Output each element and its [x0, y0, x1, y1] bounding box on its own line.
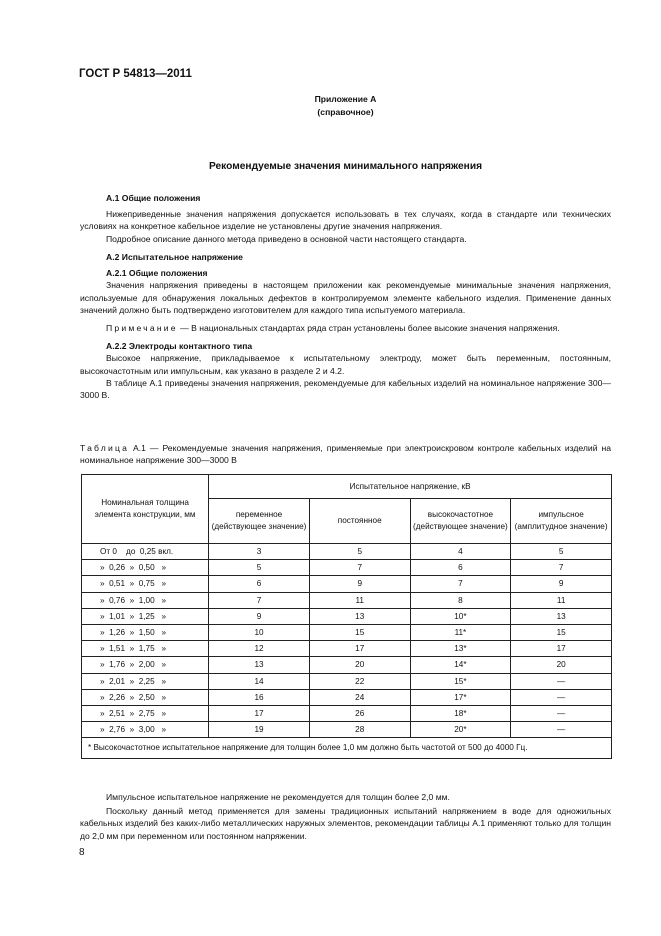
header-pulse: импульсное (амплитудное значение)	[511, 499, 612, 544]
table-cell: » 0,76 » 1,00 »	[82, 592, 209, 608]
header-dc: постоянное	[309, 499, 410, 544]
table-cell: 7	[410, 576, 511, 592]
a21-heading: А.2.1 Общие положения	[106, 268, 208, 279]
table-row	[82, 657, 612, 673]
table-cell: 13*	[410, 641, 511, 657]
appendix-subtitle: (справочное)	[317, 107, 374, 117]
table-footnote: * Высокочастотное испытательное напряжение для толщин более 1,0 мм должно быть частотой от 500 до 4000 Гц.	[82, 738, 612, 759]
table-cell: 10*	[410, 608, 511, 624]
table-cell: 7	[309, 560, 410, 576]
a21-paragraph: Значения напряжения приведены в настоящем приложении как рекомендуемые минимальные значения напряжения, используемые для обнаружения локальных дефектов в контролируемом элементе кабельного изделия. Применение данных значений должно быть подтверждено изготовителем для каждого типа испытуемого материала.	[80, 280, 611, 315]
table-cell: —	[511, 673, 612, 689]
table-cell: » 2,76 » 3,00 »	[82, 722, 209, 738]
main-title: Рекомендуемые значения минимального напряжения	[208, 161, 483, 172]
table-row	[82, 722, 612, 738]
table-cell: 15	[511, 624, 612, 640]
page-number: 8	[79, 847, 85, 858]
table-cell: 13	[309, 608, 410, 624]
table-cell: 15	[309, 624, 410, 640]
table-cell: 16	[209, 689, 310, 705]
table-caption	[80, 442, 611, 466]
table-cell: » 2,51 » 2,75 »	[82, 705, 209, 721]
table-cell: 24	[309, 689, 410, 705]
a22-paragraph-2: В таблице А.1 приведены значения напряжения, рекомендуемые для кабельных изделий на номинальное напряжение 300—3000 В.	[80, 377, 611, 401]
table-row	[82, 689, 612, 705]
a1-heading: А.1 Общие положения	[106, 193, 201, 203]
table-row	[82, 576, 612, 592]
a1-paragraph-2: Подробное описание данного метода приведено в основной части настоящего стандарта.	[106, 233, 467, 244]
table-cell: —	[511, 705, 612, 721]
table-cell: 18*	[410, 705, 511, 721]
table-row	[82, 560, 612, 576]
table-cell: 15*	[410, 673, 511, 689]
section-a2	[80, 251, 611, 401]
table-cell: 4	[410, 544, 511, 560]
header-hf: высокочастотное (действующее значение)	[410, 499, 511, 544]
header-thickness: Номинальная толщина элемента конструкции, мм	[82, 475, 209, 544]
voltage-table	[81, 474, 612, 759]
table-cell: 11*	[410, 624, 511, 640]
table-cell: 13	[511, 608, 612, 624]
table-caption-text: А.1 — Рекомендуемые значения напряжения, применяемые при электроискровом контроле кабельных изделий на номинальное напряжение 300—3000 В	[80, 443, 611, 466]
a2-heading: А.2 Испытательное напряжение	[106, 252, 243, 262]
table-cell: » 0,26 » 0,50 »	[82, 560, 209, 576]
table-row	[82, 592, 612, 608]
table-row	[82, 705, 612, 721]
note-text: — В национальных стандартах ряда стран установлены более высокие значения напряжения.	[177, 323, 560, 334]
table-cell: » 2,01 » 2,25 »	[82, 673, 209, 689]
table-cell: 14	[209, 673, 310, 689]
table-cell: 7	[209, 592, 310, 608]
after-paragraph-1: Импульсное испытательное напряжение не рекомендуется для толщин более 2,0 мм.	[106, 792, 450, 802]
appendix-title: Приложение А	[314, 94, 377, 104]
table-cell: 17	[511, 641, 612, 657]
table-cell: 11	[309, 592, 410, 608]
table-cell: 5	[209, 560, 310, 576]
table-cell: —	[511, 722, 612, 738]
table-cell: 6	[209, 576, 310, 592]
table-cell: —	[511, 689, 612, 705]
table-cell: 26	[309, 705, 410, 721]
table-cell: » 1,01 » 1,25 »	[82, 608, 209, 624]
table-cell: » 0,51 » 0,75 »	[82, 576, 209, 592]
table-cell: 12	[209, 641, 310, 657]
table-cell: 7	[511, 560, 612, 576]
table-row	[82, 641, 612, 657]
table-cell: » 1,76 » 2,00 »	[82, 657, 209, 673]
table-cell: 14*	[410, 657, 511, 673]
table-cell: 6	[410, 560, 511, 576]
table-cell: 9	[209, 608, 310, 624]
document-header: ГОСТ Р 54813—2011	[79, 68, 192, 80]
a22-heading: А.2.2 Электроды контактного типа	[106, 341, 253, 352]
table-cell: 10	[209, 624, 310, 640]
table-cell: » 1,51 » 1,75 »	[82, 641, 209, 657]
table-cell: » 1,26 » 1,50 »	[82, 624, 209, 640]
table-cell: » 2,26 » 2,50 »	[82, 689, 209, 705]
table-row	[82, 673, 612, 689]
a1-paragraph-1: Нижеприведенные значения напряжения допускается использовать в тех случаях, когда в стандарте или технических условиях на конкретное кабельное изделие не установлены другие значения напряжения.	[80, 209, 611, 232]
section-a1	[80, 192, 611, 245]
table-cell: 17*	[410, 689, 511, 705]
table-cell: 11	[511, 592, 612, 608]
table-cell: 9	[511, 576, 612, 592]
table-row	[82, 608, 612, 624]
after-table	[80, 791, 611, 842]
table-cell: 5	[309, 544, 410, 560]
note-label: Примечание	[106, 323, 178, 334]
header-voltage-group: Испытательное напряжение, кВ	[209, 475, 612, 499]
table-cell: 17	[309, 641, 410, 657]
table-cell: 17	[209, 705, 310, 721]
table-cell: 22	[309, 673, 410, 689]
table-cell: От 0 до 0,25 вкл.	[82, 544, 209, 560]
header-ac: переменное (действующее значение)	[209, 499, 310, 544]
table-caption-label: Таблица	[80, 443, 130, 453]
table-cell: 20	[511, 657, 612, 673]
note	[80, 322, 611, 334]
table-cell: 3	[209, 544, 310, 560]
table-cell: 19	[209, 722, 310, 738]
table-row	[82, 624, 612, 640]
table-cell: 8	[410, 592, 511, 608]
table-row	[82, 544, 612, 560]
table-cell: 13	[209, 657, 310, 673]
a22-paragraph-1: Высокое напряжение, прикладываемое к испытательному электроду, может быть переменным, постоянным, высокочастотным или импульсным, как указано в разделе 2 и 4.2.	[80, 353, 611, 376]
table-cell: 20*	[410, 722, 511, 738]
table-cell: 28	[309, 722, 410, 738]
table-cell: 20	[309, 657, 410, 673]
after-paragraph-2: Поскольку данный метод применяется для замены традиционных испытаний напряжением в воде для одножильных кабельных изделий без каких-либо металлических наружных элементов, рекомендации таблицы А.1 применяют только для толщин до 2,0 мм при переменном или постоянном напряжении.	[80, 806, 611, 841]
table-cell: 5	[511, 544, 612, 560]
table-cell: 9	[309, 576, 410, 592]
